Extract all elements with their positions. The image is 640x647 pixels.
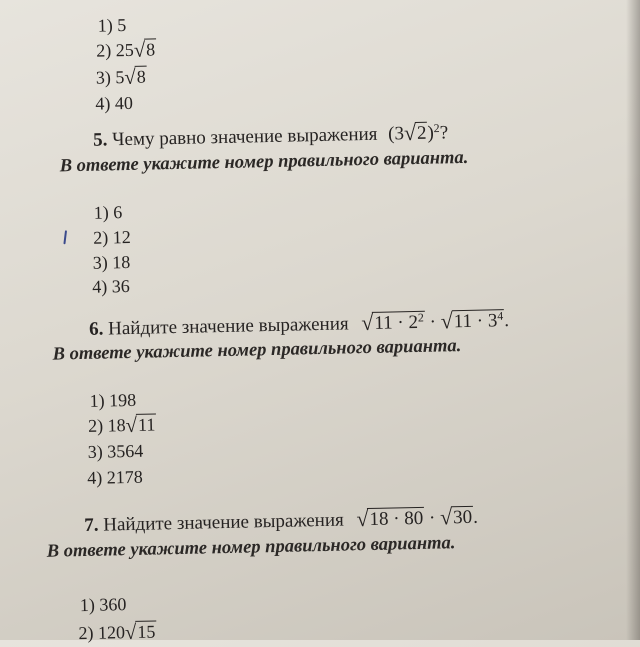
q6-option-3: 3) 3564 bbox=[87, 440, 144, 462]
sqrt-symbol: √15 bbox=[124, 621, 156, 645]
sqrt-symbol: √8 bbox=[133, 39, 156, 62]
q5-option-4: 4) 36 bbox=[92, 275, 130, 297]
q6-expression: $√11 \cdot 2^2 \cdot √11 \cdot 3^4$. bbox=[361, 309, 510, 336]
q7-question: 7. Найдите значение выражения √18 · 80 · √30. bbox=[84, 505, 479, 536]
q5-option-3: 3) 18 bbox=[92, 251, 131, 273]
q7-instruction: В ответе укажите номер правильного варианта. bbox=[46, 533, 456, 562]
sqrt-symbol: √30 bbox=[439, 505, 473, 530]
sqrt-symbol: √11 bbox=[125, 414, 156, 438]
q5-expression: $(3√2)^2$? bbox=[387, 120, 449, 146]
q5-option-2: 2) 12 bbox=[93, 226, 131, 248]
q5-question: 5. Чему равно значение выражения $(3√2)^2$? bbox=[92, 120, 449, 151]
sqrt-symbol: $√11 \cdot 3^4$ bbox=[440, 309, 504, 334]
pen-mark bbox=[63, 230, 67, 244]
q7-option-2: 2) 120√15 bbox=[78, 621, 156, 645]
q5-instruction: В ответе укажите номер правильного варианта. bbox=[59, 147, 469, 177]
sqrt-symbol: √2 bbox=[403, 120, 427, 146]
q6-option-1: 1) 198 bbox=[89, 389, 137, 411]
sqrt-symbol: $√11 \cdot 2^2$ bbox=[361, 310, 424, 336]
q4-option-3: 3) 5√8 bbox=[95, 66, 146, 90]
sqrt-symbol: √8 bbox=[124, 66, 146, 90]
q6-option-4: 4) 2178 bbox=[87, 466, 143, 488]
q6-instruction: В ответе укажите номер правильного варианта. bbox=[52, 336, 462, 365]
q4-option-2: 2) 25√8 bbox=[96, 39, 156, 62]
q6-option-2: 2) 18√11 bbox=[87, 414, 156, 438]
q7-expression: √18 · 80 · √30. bbox=[356, 505, 479, 532]
q4-option-1: 1) 5 bbox=[97, 14, 127, 36]
page-shadow bbox=[626, 0, 640, 640]
q6-question: 6. Найдите значение выражения $√11 \cdot 2^2 \cdot √11 \cdot 3^4$. bbox=[88, 309, 510, 340]
q5-option-1: 1) 6 bbox=[93, 202, 123, 223]
q4-option-4: 4) 40 bbox=[95, 92, 134, 114]
sqrt-symbol: √18 · 80 bbox=[356, 507, 424, 532]
q7-option-1: 1) 360 bbox=[79, 594, 127, 616]
